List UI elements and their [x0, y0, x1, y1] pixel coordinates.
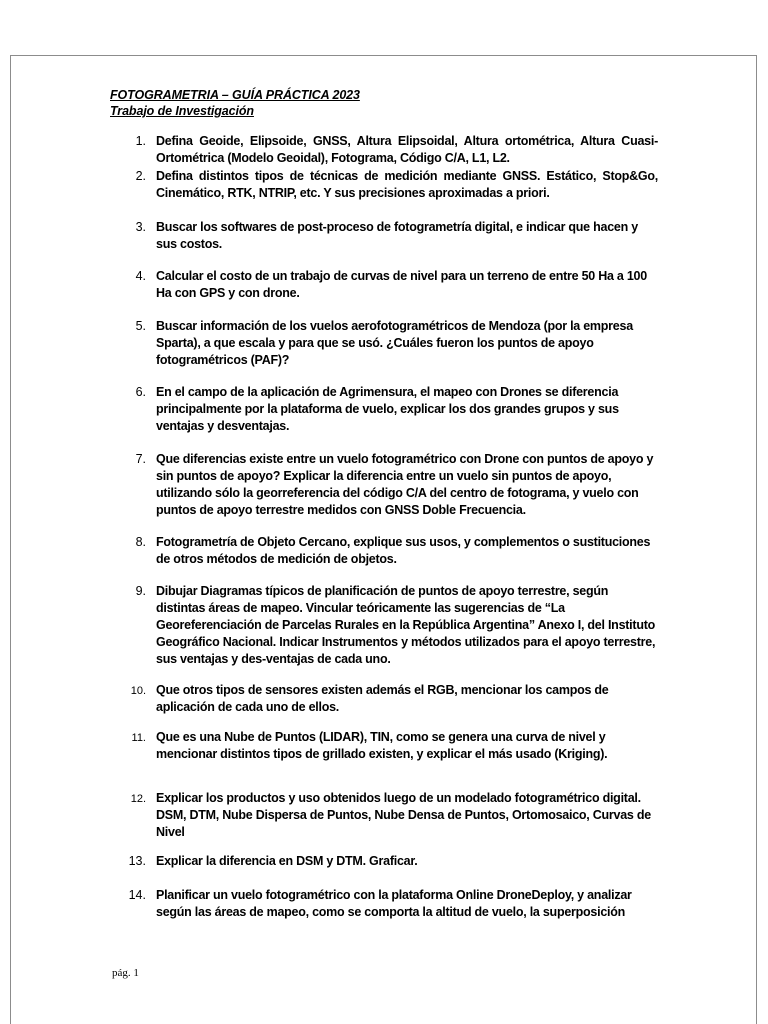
document-title: FOTOGRAMETRIA – GUÍA PRÁCTICA 2023	[110, 88, 360, 102]
question-text: Buscar información de los vuelos aerofotogramétricos de Mendoza (por la empresa Sparta), a que escala y para que se usó. ¿Cuáles fueron los puntos de apoyo fotogramétricos (PAF)?	[156, 319, 633, 367]
question-number: 1.	[135, 134, 146, 148]
question-text: Que diferencias existe entre un vuelo fotogramétrico con Drone con puntos de apoyo y sin puntos de apoyo? Explicar la diferencia entre un vuelo sin puntos de apoyo, utilizando sólo la georreferencia del código C/A del centro de fotograma, y vuelo con puntos de apoyo terrestre medidos con GNSS Doble Frecuencia.	[156, 452, 654, 517]
question-text: Dibujar Diagramas típicos de planificación de puntos de apoyo terrestre, según distintas áreas de mapeo. Vincular teóricamente las sugerencias de “La Georeferenciación de Parcelas Rurales en la República Argentina” Anexo I, del Instituto Geográfico Nacional. Indicar Instrumentos y métodos utilizados para el apoyo terrestre, sus ventajas y des-ventajas de cada uno.	[156, 584, 656, 666]
question-number: 3.	[135, 220, 146, 234]
question-text: Explicar los productos y uso obtenidos luego de un modelado fotogramétrico digital. DSM, DTM, Nube Dispersa de Puntos, Nube Densa de Puntos, Ortomosaico, Curvas de Nivel	[156, 791, 651, 839]
question-text: Defina Geoide, Elipsoide, GNSS, Altura Elipsoidal, Altura ortométrica, Altura Cuasi-Ortométrica (Modelo Geoidal), Fotograma, Código C/A, L1, L2.	[156, 134, 658, 165]
question-number: 5.	[135, 319, 146, 333]
question-text: Defina distintos tipos de técnicas de medición mediante GNSS. Estático, Stop&Go, Cinemático, RTK, NTRIP, etc. Y sus precisiones aproximadas a priori.	[156, 169, 658, 200]
question-number: 9.	[135, 584, 146, 598]
question-text: Explicar la diferencia en DSM y DTM. Graficar.	[156, 854, 418, 868]
question-text: Que es una Nube de Puntos (LIDAR), TIN, como se genera una curva de nivel y mencionar distintos tipos de grillado existen, y explicar el más usado (Kriging).	[156, 730, 608, 761]
question-text: Calcular el costo de un trabajo de curvas de nivel para un terreno de entre 50 Ha a 100 Ha con GPS y con drone.	[156, 269, 647, 300]
question-number: 11.	[131, 732, 146, 744]
document-subtitle: Trabajo de Investigación	[110, 104, 254, 118]
page-number: pág. 1	[112, 967, 139, 979]
question-number: 8.	[135, 535, 146, 549]
question-number: 13.	[128, 854, 146, 868]
question-text: Fotogrametría de Objeto Cercano, explique sus usos, y complementos o sustituciones de otros métodos de medición de objetos.	[156, 535, 651, 566]
question-number: 4.	[135, 269, 146, 283]
question-number: 12.	[130, 793, 146, 805]
question-text: En el campo de la aplicación de Agrimensura, el mapeo con Drones se diferencia principalmente por la plataforma de vuelo, explicar los dos grandes grupos y sus ventajas y desventajas.	[156, 385, 619, 433]
question-number: 14.	[128, 888, 146, 902]
question-number: 10.	[130, 685, 146, 697]
question-text: Buscar los softwares de post-proceso de fotogrametría digital, e indicar que hacen y sus costos.	[156, 220, 638, 251]
question-text: Que otros tipos de sensores existen además el RGB, mencionar los campos de aplicación de cada uno de ellos.	[156, 683, 609, 714]
question-number: 6.	[135, 385, 146, 399]
question-text: Planificar un vuelo fotogramétrico con la plataforma Online DroneDeploy, y analizar según las áreas de mapeo, como se comporta la altitud de vuelo, la superposición	[156, 888, 632, 919]
question-number: 2.	[135, 169, 146, 183]
question-number: 7.	[135, 452, 146, 466]
